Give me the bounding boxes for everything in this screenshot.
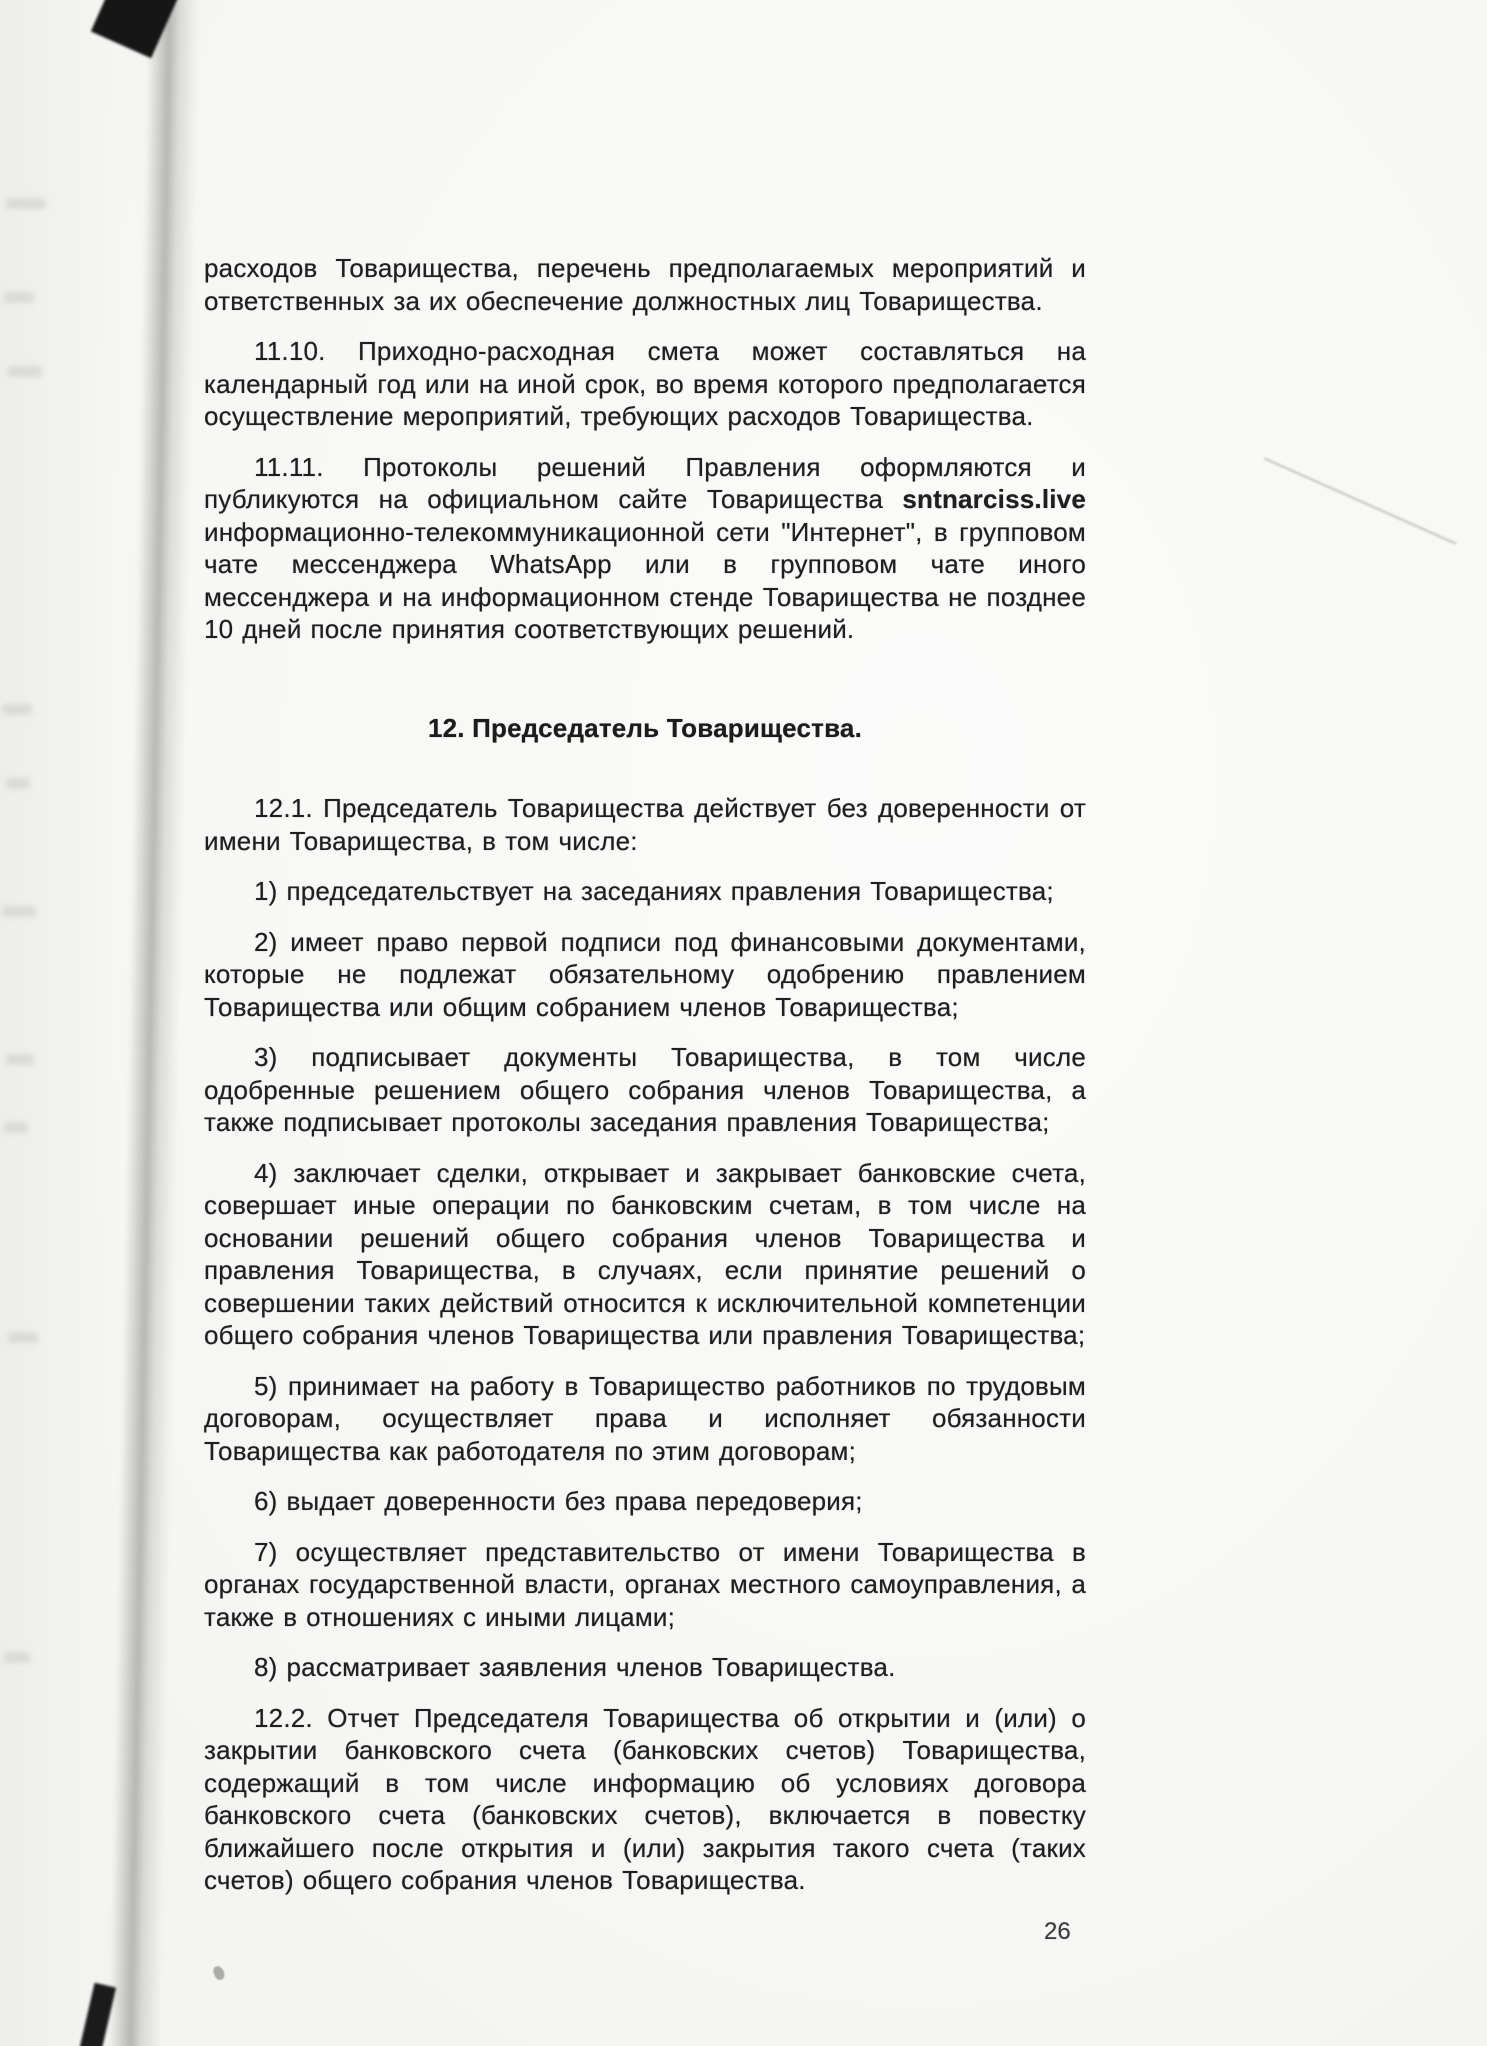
list-item-8: 8) рассматривает заявления членов Товарищества. <box>254 1652 896 1682</box>
bleedthrough-artifact <box>6 198 46 209</box>
clause-11-11-text-before: 11.11. Протоколы решений Правления оформляются и публикуются на официальном сайте Товарищества <box>204 451 1086 514</box>
bleedthrough-artifact <box>8 1332 38 1343</box>
list-item-6: 6) выдает доверенности без права передоверия; <box>254 1486 863 1516</box>
list-item-7: 7) осуществляет представительство от имени Товарищества в органах государственной власти, органах местного самоуправления, а также в отношениях с иными лицами; <box>204 1536 1086 1632</box>
section-12-heading: 12. Председатель Товарищества. <box>427 712 863 743</box>
bleedthrough-artifact <box>2 704 32 715</box>
document-text-column <box>204 252 1086 1915</box>
list-item-4: 4) заключает сделки, открывает и закрывает банковские счета, совершает иные операции по банковским счетам, в том числе на основании решений общего собрания членов Товарищества и правления Товарищества, в случаях, если принятие решений о совершении таких действий относится к исключительной компетенции общего собрания членов Товарищества или правления Товарищества; <box>204 1157 1086 1350</box>
clause-11-11-text-after: информационно-телекоммуникационной сети "Интернет", в групповом чате мессенджера WhatsApp или в групповом чате иного мессенджера и на информационном стенде Товарищества не позднее 10 дней после принятия соответствующих решений. <box>204 516 1086 644</box>
site-name-text: sntnarciss.live <box>902 484 1086 514</box>
paper-crease <box>1264 457 1457 544</box>
scan-left-margin <box>0 0 118 2046</box>
bleedthrough-artifact <box>2 906 36 917</box>
clause-11-11 <box>204 451 1086 646</box>
clause-12-1: 12.1. Председатель Товарищества действует без доверенности от имени Товарищества, в том числе: <box>204 793 1086 856</box>
bleedthrough-artifact <box>8 366 42 377</box>
bleedthrough-artifact <box>6 1054 34 1065</box>
list-item-3: 3) подписывает документы Товарищества, в том числе одобренные решением общего собрания членов Товарищества, а также подписывает протоколы заседания правления Товарищества; <box>204 1042 1086 1137</box>
clause-11-10: 11.10. Приходно-расходная смета может составляться на календарный год или на иной срок, во время которого предполагается осуществление мероприятий, требующих расходов Товарищества. <box>204 336 1086 431</box>
list-item-2: 2) имеет право первой подписи под финансовыми документами, которые не подлежат обязательному одобрению правлением Товарищества или общим собранием членов Товарищества; <box>204 926 1086 1022</box>
page-fold-shadow <box>108 0 201 2046</box>
ink-smudge <box>212 1965 226 1981</box>
bleedthrough-artifact <box>6 778 30 789</box>
clause-12-2: 12.2. Отчет Председателя Товарищества об открытии и (или) о закрытии банковского счета (банковских счетов) Товарищества, содержащий в том числе информацию об условиях договора банковского счета (банковских счетов), включается в повестку ближайшего после открытия и (или) закрытия такого счета (таких счетов) общего собрания членов Товарищества. <box>204 1702 1086 1895</box>
bleedthrough-artifact <box>4 1652 30 1663</box>
list-item-1: 1) председательствует на заседаниях правления Товарищества; <box>254 876 1054 906</box>
page-number: 26 <box>1044 1918 1071 1945</box>
bleedthrough-artifact <box>4 1122 28 1133</box>
list-item-5: 5) принимает на работу в Товарищество работников по трудовым договорам, осуществляет права и исполняет обязанности Товарищества как работодателя по этим договорам; <box>204 1370 1086 1466</box>
bleedthrough-artifact <box>4 292 34 303</box>
continuation-paragraph: расходов Товарищества, перечень предполагаемых мероприятий и ответственных за их обеспечение должностных лиц Товарищества. <box>204 253 1086 316</box>
